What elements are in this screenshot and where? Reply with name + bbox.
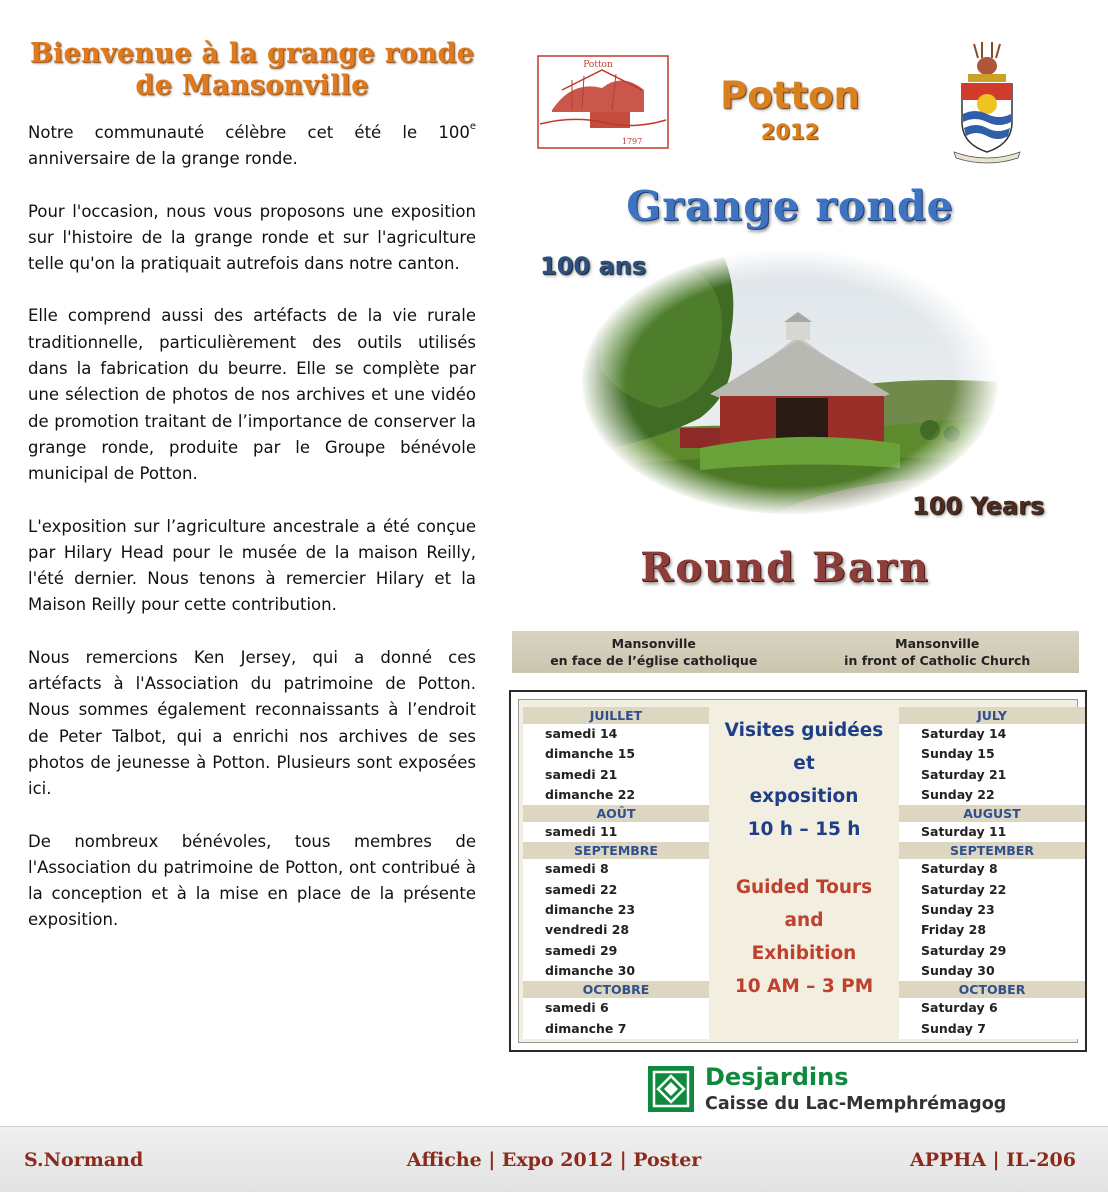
years-en-label: 100 Years: [912, 492, 1045, 520]
footer-bar: [0, 1126, 1108, 1192]
schedule-center-line: and: [784, 910, 824, 931]
schedule-inner: [518, 699, 1078, 1043]
schedule-day: samedi 6: [545, 1000, 609, 1016]
schedule-center-line: Visites guidées: [724, 720, 884, 741]
schedule-column-en: [899, 707, 1085, 1039]
schedule-day: Sunday 7: [921, 1020, 986, 1036]
schedule-day: samedi 14: [545, 726, 618, 741]
coat-of-arms-icon: [948, 40, 1026, 166]
schedule-day: Saturday 6: [921, 1000, 998, 1016]
month-header: OCTOBER: [899, 981, 1085, 998]
schedule-day: dimanche 7: [545, 1020, 627, 1036]
sponsor-name: Desjardins: [705, 1063, 849, 1091]
month-days: [523, 724, 709, 805]
schedule-day: dimanche 23: [545, 902, 636, 918]
years-fr-label: 100 ans: [540, 252, 647, 280]
potton-sketch-logo-icon: [532, 50, 674, 154]
town-name: Potton: [720, 74, 860, 117]
schedule-day: dimanche 15: [545, 746, 636, 762]
month-days: [523, 998, 709, 1039]
schedule-day: Sunday 15: [921, 746, 995, 762]
schedule-day: Saturday 21: [921, 766, 1007, 782]
month-header: OCTOBRE: [523, 981, 709, 998]
schedule-day: samedi 21: [545, 766, 618, 782]
svg-text:Potton: Potton: [583, 60, 613, 70]
schedule-hours-en: [714, 871, 894, 1003]
schedule-day: samedi 22: [545, 881, 618, 897]
welcome-paragraphs: [28, 120, 476, 934]
footer-reference: APPHA | IL-206: [910, 1149, 1076, 1171]
month-header: JUILLET: [523, 707, 709, 724]
month-header: AUGUST: [899, 805, 1085, 822]
schedule-day: vendredi 28: [545, 922, 630, 938]
schedule-day: dimanche 22: [545, 786, 636, 802]
schedule-center-line: et: [793, 753, 815, 774]
grange-ronde-title: Grange ronde: [626, 182, 954, 230]
welcome-column: [28, 38, 476, 934]
paragraph-thanks: Nous remercions Ken Jersey, qui a donné ces artéfacts à l'Association du patrimoine de Potton. Nous sommes également reconnaissants à l’endroit de Peter Talbot, qui a enrichi nos archives de ses photos de jeunesse à Potton. Plusieurs sont exposées ici.: [28, 647, 476, 799]
schedule-day: Saturday 29: [921, 942, 1007, 958]
footer-center-text: Affiche | Expo 2012 | Poster: [406, 1149, 702, 1171]
schedule-center-line: Exhibition: [751, 943, 857, 964]
round-barn-title: Round Barn: [640, 544, 930, 591]
location-en: Mansonville in front of Catholic Church: [844, 636, 1031, 668]
month-days: [899, 859, 1085, 981]
schedule-day: Saturday 8: [921, 861, 998, 877]
schedule-day: samedi 8: [545, 861, 609, 877]
footer-author: S.Normand: [24, 1149, 144, 1171]
paragraph-anniversary: Notre communauté célèbre cet été le 100e anniversaire de la grange ronde.: [28, 121, 476, 169]
paragraph-hilary-head: L'exposition sur l’agriculture ancestrale a été conçue par Hilary Head pour le musée de la maison Reilly, l'été dernier. Nous tenons à remercier Hilary et la Maison Reilly pour cette contribution.: [28, 516, 476, 615]
schedule-hours-fr: [714, 714, 894, 846]
paragraph-exhibition: Pour l'occasion, nous vous proposons une exposition sur l'histoire de la grange ronde et sur l'agriculture telle qu'on la pratiquait autrefois dans notre canton.: [28, 201, 476, 274]
welcome-title-line2: de Mansonville: [135, 70, 369, 101]
schedule-day: Sunday 30: [921, 962, 995, 978]
welcome-title-line1: Bienvenue à la grange ronde: [29, 38, 475, 69]
sponsor-branch: Caisse du Lac-Memphrémagog: [705, 1094, 1007, 1114]
month-days: [523, 822, 709, 842]
schedule-day: Saturday 11: [921, 824, 1007, 840]
schedule-day: samedi 11: [545, 824, 618, 840]
paragraph-artifacts: Elle comprend aussi des artéfacts de la vie rurale traditionnelle, particulièrement des outils utilisés dans la fabrication du beurre. Elle se complète par une sélection de photos de nos archives et une vidéo de promotion traitant de l’importance de conserver la grange ronde, produite par le Groupe bénévole municipal de Potton.: [28, 306, 476, 484]
schedule-day: Sunday 23: [921, 902, 995, 918]
schedule-day: samedi 29: [545, 942, 618, 958]
schedule-day: Saturday 22: [921, 881, 1007, 897]
schedule-day: Sunday 22: [921, 786, 995, 802]
schedule-box: [509, 690, 1087, 1052]
month-days: [899, 724, 1085, 805]
month-header: SEPTEMBRE: [523, 842, 709, 859]
superscript-e: e: [469, 121, 476, 132]
schedule-center-line: exposition: [749, 786, 859, 807]
schedule-day: dimanche 30: [545, 962, 636, 978]
schedule-column-fr: [523, 707, 709, 1039]
svg-text:1797: 1797: [621, 137, 643, 146]
month-header: SEPTEMBER: [899, 842, 1085, 859]
schedule-center-line: 10 h – 15 h: [747, 819, 861, 840]
month-header: AOÛT: [523, 805, 709, 822]
schedule-center-line: 10 AM – 3 PM: [734, 976, 874, 997]
paragraph-volunteers: De nombreux bénévoles, tous membres de l'Association du patrimoine de Potton, ont contribué à la conception et à la mise en place de la présente exposition.: [28, 831, 476, 930]
schedule-center-text: [714, 714, 894, 1003]
schedule-center-line: Guided Tours: [735, 877, 873, 898]
desjardins-logo-icon: [648, 1066, 694, 1112]
welcome-title: [28, 38, 476, 102]
month-days: [899, 998, 1085, 1039]
poster-year: 2012: [760, 120, 820, 144]
round-barn-photo: [580, 248, 1000, 516]
location-bar: [512, 631, 1079, 673]
location-fr: Mansonville en face de l’église catholique: [550, 636, 758, 668]
month-days: [899, 822, 1085, 842]
schedule-day: Saturday 14: [921, 726, 1007, 741]
month-header: JULY: [899, 707, 1085, 724]
month-days: [523, 859, 709, 981]
schedule-day: Friday 28: [921, 922, 987, 938]
